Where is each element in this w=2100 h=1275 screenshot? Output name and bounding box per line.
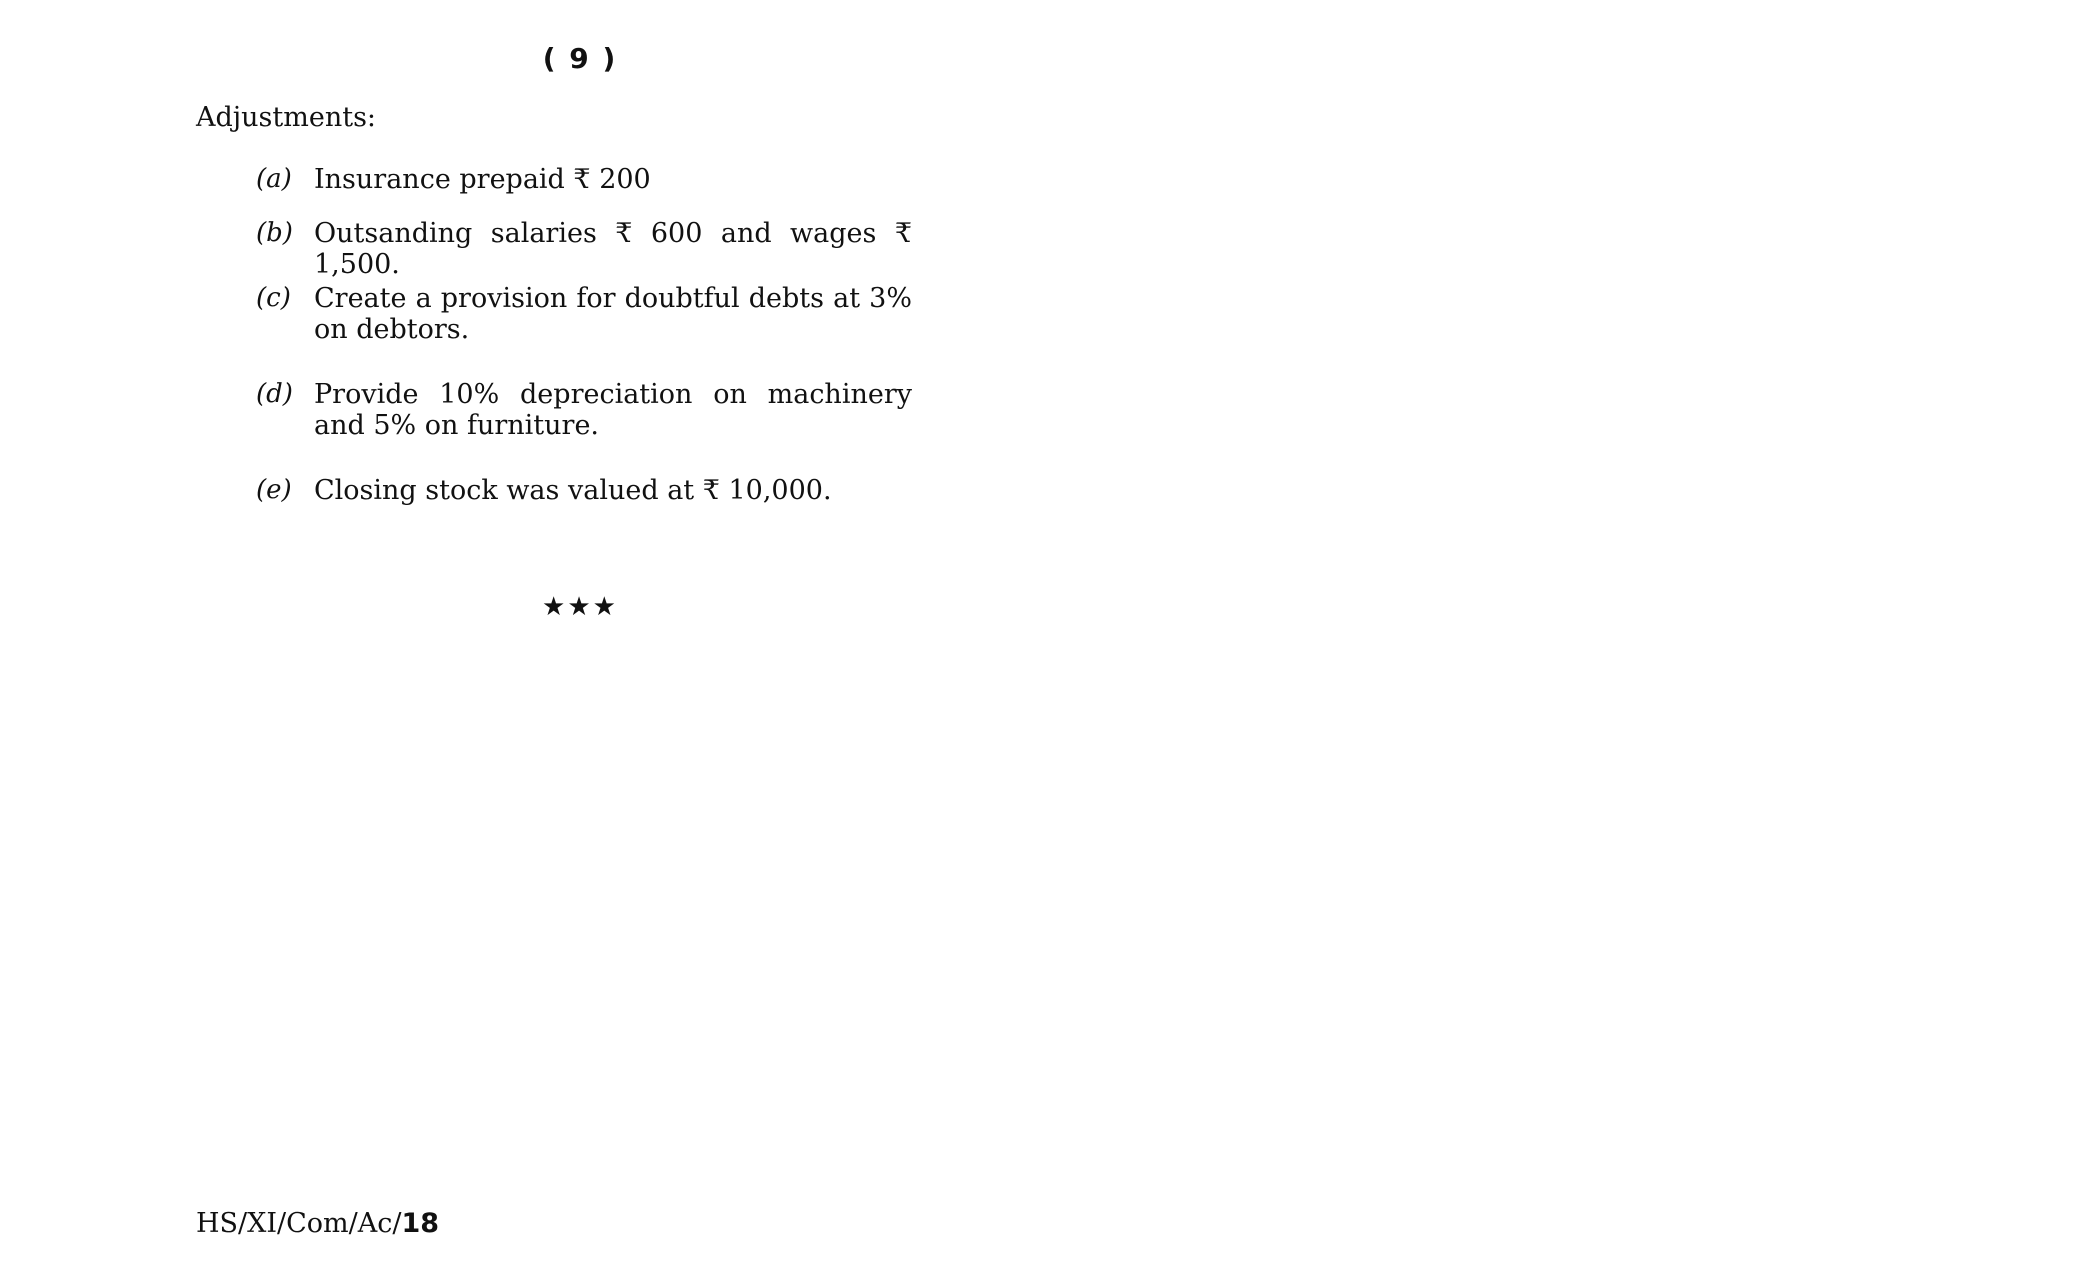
adjustment-marker: (d) — [256, 379, 293, 409]
footer-number: 18 — [401, 1208, 440, 1239]
adjustment-marker: (c) — [256, 283, 291, 313]
end-of-paper-stars: ★★★ — [542, 592, 618, 622]
adjustment-text: Outsanding salaries ₹ 600 and wages ₹ 1,500. — [314, 218, 912, 280]
footer-code: HS/XI/Com/Ac/ — [196, 1208, 402, 1239]
adjustment-marker: (e) — [256, 475, 292, 505]
adjustment-text: Insurance prepaid ₹ 200 — [314, 164, 651, 195]
adjustment-text: Closing stock was valued at ₹ 10,000. — [314, 475, 832, 506]
adjustment-marker: (a) — [256, 164, 292, 194]
page-number: ( 9 ) — [542, 42, 618, 75]
adjustment-marker: (b) — [256, 218, 293, 248]
footer-paper-code — [196, 1208, 439, 1239]
adjustments-heading: Adjustments: — [196, 102, 377, 133]
adjustment-text: Create a provision for doubtful debts at 3% on debtors. — [314, 283, 912, 345]
adjustment-text: Provide 10% depreciation on machinery and 5% on furniture. — [314, 379, 912, 441]
